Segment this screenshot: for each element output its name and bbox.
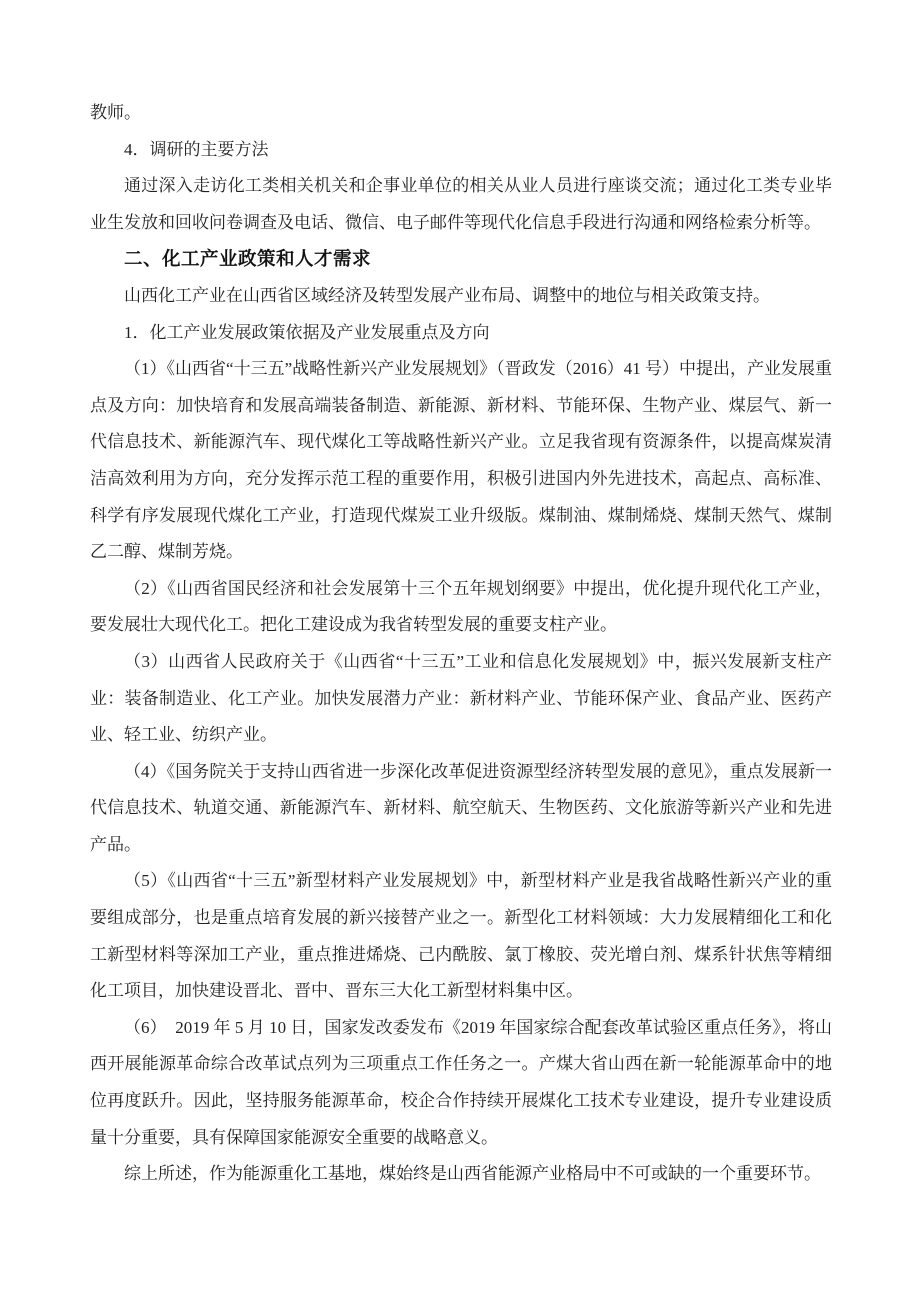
paragraph-policy-3: （3）山西省人民政府关于《山西省“十三五”工业和信息化发展规划》中，振兴发展新支柱产业：装备制造业、化工产业。加快发展潜力产业：新材料产业、节能环保产业、食品产业、医药产业、轻工业、纺织产业。: [90, 651, 832, 745]
paragraph-policy-2: （2）《山西省国民经济和社会发展第十三个五年规划纲要》中提出，优化提升现代化工产业，要发展壮大现代化工。把化工建设成为我省转型发展的重要支柱产业。: [90, 578, 832, 635]
section-heading-2: 二、化工产业政策和人才需求: [124, 248, 372, 270]
paragraph-summary: 综上所述，作为能源重化工基地，煤始终是山西省能源产业格局中不可或缺的一个重要环节。: [124, 1164, 821, 1184]
paragraph-section-intro: 山西化工产业在山西省区域经济及转型发展产业布局、调整中的地位与相关政策支持。: [124, 285, 770, 305]
paragraph-policy-4: （4）《国务院关于支持山西省进一步深化改革促进资源型经济转型发展的意见》，重点发展新一代信息技术、轨道交通、新能源汽车、新材料、航空航天、生物医药、文化旅游等新兴产业和先进产品。: [90, 761, 832, 854]
paragraph-item-4-title: 4．调研的主要方法: [124, 139, 269, 159]
paragraph-policy-1: （1）《山西省“十三五”战略性新兴产业发展规划》（晋政发（2016）41 号）中提出，产业发展重点及方向：加快培育和发展高端装备制造、新能源、新材料、节能环保、生物产业、煤层气、新一代信息技术、新能源汽车、现代煤化工等战略性新兴产业。立足我省现有资源条件，以提高煤炭清洁高效利用为方向，充分发挥示范工程的重要作用，积极引进国内外先进技术，高起点、高标准、科学有序发展现代煤化工产业，打造现代煤炭工业升级版。煤制油、煤制烯烧、煤制天然气、煤制乙二醇、煤制芳烧。: [90, 359, 832, 562]
paragraph-subitem-1-title: 1．化工产业发展政策依据及产业发展重点及方向: [124, 322, 490, 342]
paragraph-carryover: 教师。: [90, 103, 141, 122]
paragraph-item-4-body: 通过深入走访化工类相关机关和企事业单位的相关从业人员进行座谈交流；通过化工类专业毕业生发放和回收问卷调查及电话、微信、电子邮件等现代化信息手段进行沟通和网络检索分析等。: [90, 176, 832, 232]
paragraph-policy-5: （5）《山西省“十三五”新型材料产业发展规划》中，新型材料产业是我省战略性新兴产业的重要组成部分，也是重点培育发展的新兴接替产业之一。新型化工材料领域：大力发展精细化工和化工新型材料等深加工产业，重点推进烯烧、己内酰胺、氯丁橡胶、荧光增白剂、煤系针状焦等精细化工项目，加快建设晋北、晋中、晋东三大化工新型材料集中区。: [90, 871, 832, 1001]
paragraph-policy-6: （6） 2019 年 5 月 10 日，国家发改委发布《2019 年国家综合配套改革试验区重点任务》，将山西开展能源革命综合改革试点列为三项重点工作任务之一。产煤大省山西在新一轮能源革命中的地位再度跃升。因此，坚持服务能源革命，校企合作持续开展煤化工技术专业建设，提升专业建设质量十分重要，具有保障国家能源安全重要的战略意义。: [90, 1017, 832, 1147]
